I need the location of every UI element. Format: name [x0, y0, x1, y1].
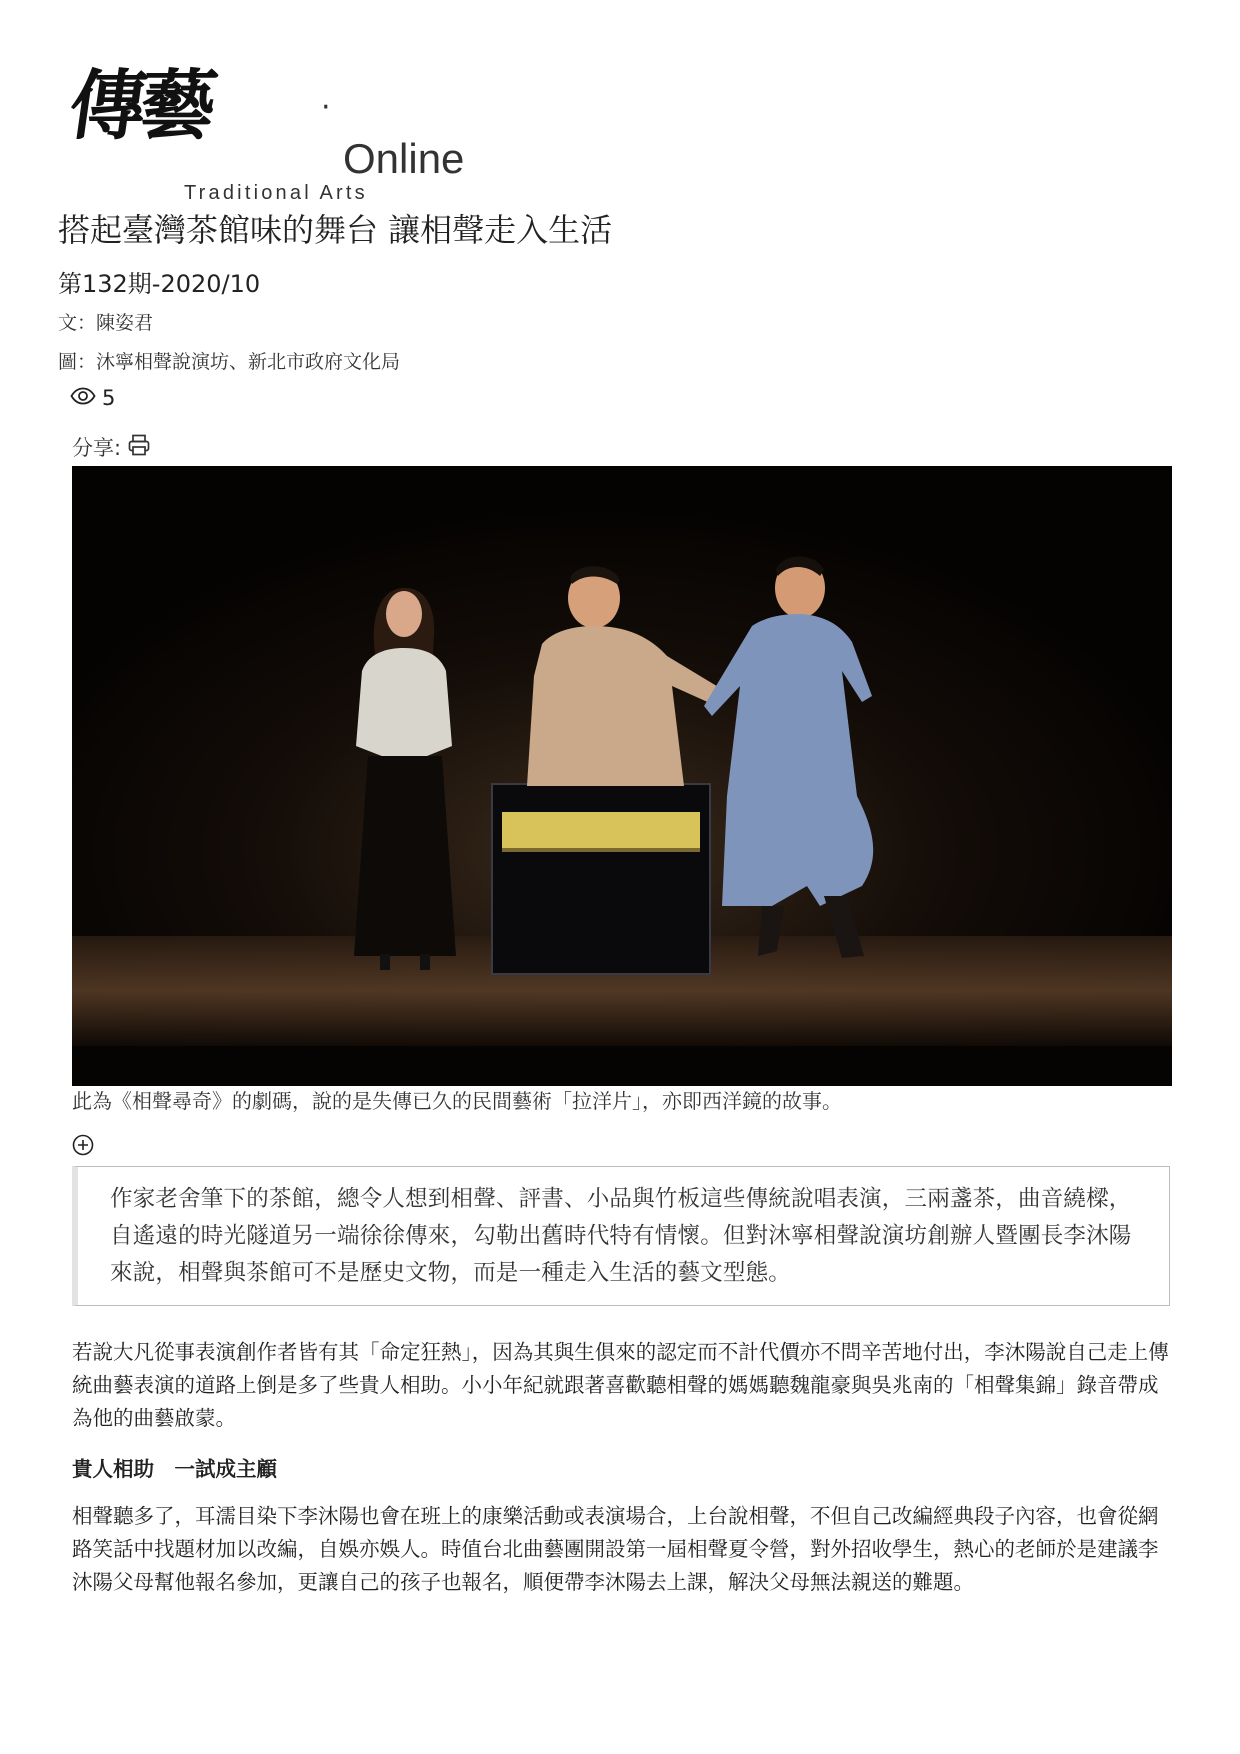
logo-online-text: Online [343, 135, 465, 182]
paragraph-1-text: 若說大凡從事表演創作者皆有其「命定狂熱」，因為其與生俱來的認定而不計代價亦不問辛苦地付出，李沐陽說自己走上傳統曲藝表演的道路上倒是多了些貴人相助。小小年紀就跟著喜歡聽相聲的媽媽聽魏龍豪與吳兆南的「相聲集錦」錄音帶成為他的曲藝啟蒙。 [72, 1340, 1169, 1430]
lead-quote [72, 1166, 1170, 1306]
share-bar [72, 432, 151, 462]
plus-circle-icon[interactable] [72, 1134, 94, 1160]
paragraph-1 [72, 1336, 1172, 1435]
site-logo[interactable] [63, 56, 465, 204]
author-line: 文：陳姿君 [58, 312, 154, 334]
section-subheading: 貴人相助 一試成主顧 [72, 1457, 277, 1481]
issue-date: 第132期-2020/10 [58, 270, 261, 298]
stage-table [492, 784, 710, 974]
logo-cjk-text: 傳藝 [63, 61, 217, 150]
print-icon[interactable] [127, 433, 151, 462]
lead-text: 作家老舍筆下的茶館，總令人想到相聲、評書、小品與竹板這些傳統說唱表演，三兩盞茶，曲音繞樑，自遙遠的時光隧道另一端徐徐傳來，勾勒出舊時代特有情懷。但對沐寧相聲說演坊創辦人暨團長李沐陽來說，相聲與茶館可不是歷史文物，而是一種走入生活的藝文型態。 [110, 1186, 1132, 1286]
view-count-value: 5 [102, 386, 116, 410]
share-label: 分享: [72, 436, 122, 460]
view-count [70, 386, 115, 410]
article-title: 搭起臺灣茶館味的舞台 讓相聲走入生活 [58, 211, 613, 249]
paragraph-2-text: 相聲聽多了，耳濡目染下李沐陽也會在班上的康樂活動或表演場合，上台說相聲，不但自己改編經典段子內容，也會從網路笑話中找題材加以改編，自娛亦娛人。時值台北曲藝團開設第一屆相聲夏令營，對外招收學生，熱心的老師於是建議李沐陽父母幫他報名參加，更讓自己的孩子也報名，順便帶李沐陽去上課，解決父母無法親送的難題。 [72, 1504, 1159, 1594]
image-caption: 此為《相聲尋奇》的劇碼，說的是失傳已久的民間藝術「拉洋片」，亦即西洋鏡的故事。 [72, 1089, 842, 1113]
photo-credit-line: 圖：沐寧相聲說演坊、新北市政府文化局 [58, 351, 401, 373]
eye-icon [70, 386, 96, 410]
article-photo [72, 466, 1172, 1086]
logo-dot: · [321, 90, 331, 125]
logo-subtitle: Traditional Arts [184, 182, 368, 204]
paragraph-2 [72, 1500, 1172, 1599]
